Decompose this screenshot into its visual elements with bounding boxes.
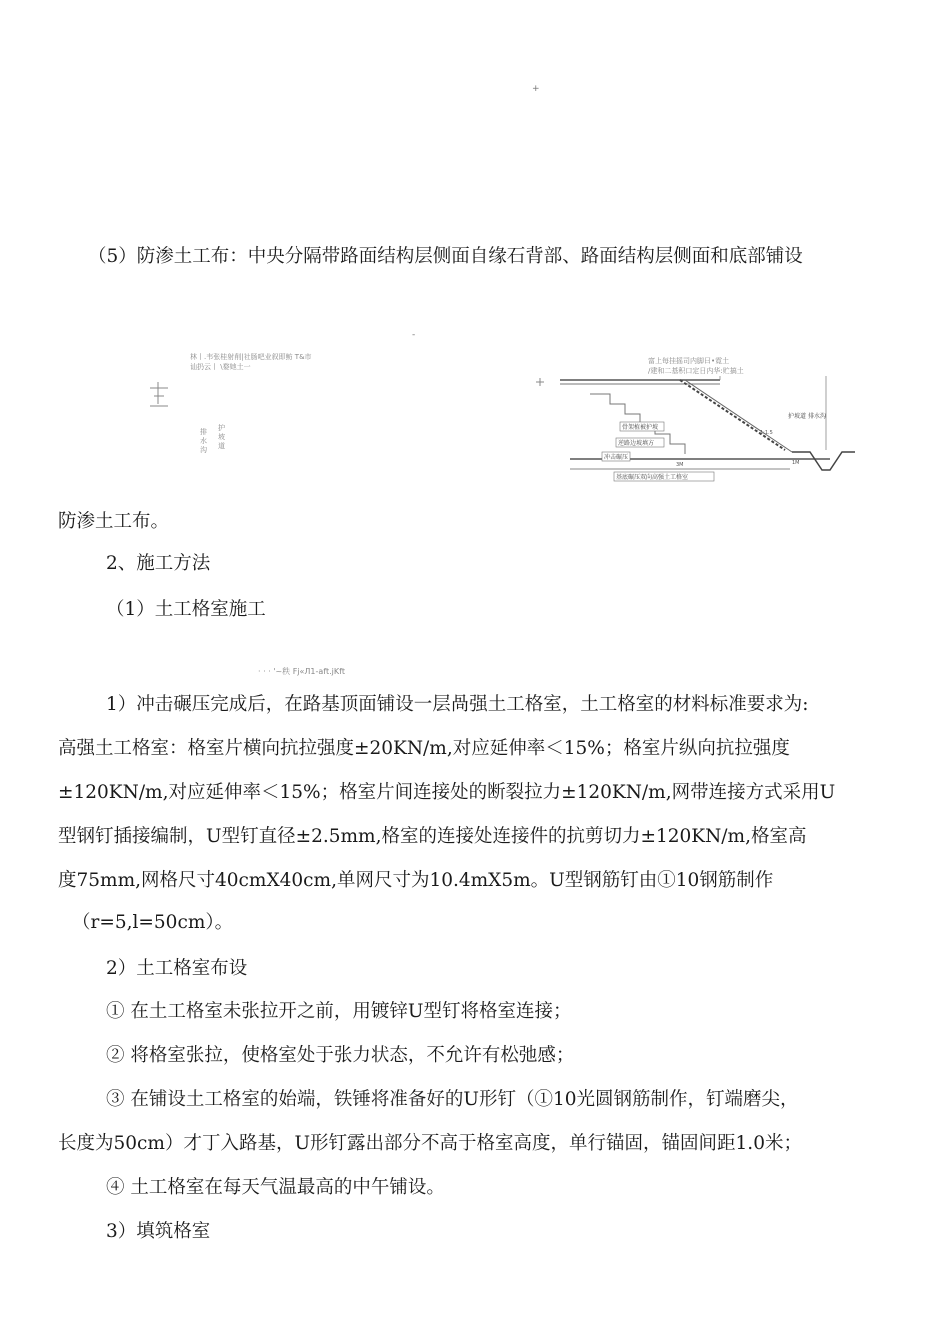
embankment-diagram	[530, 374, 870, 492]
figure-left-side-mark	[146, 376, 176, 412]
garbled-line: · · · '~秩 Fj«Л1-aft.jKft	[258, 667, 345, 676]
figure-right-label-6: 排水沟	[808, 413, 827, 420]
dash-mark: -	[412, 330, 416, 340]
paragraph-continuation: 防渗土工布。	[58, 511, 170, 532]
figure-right-label-2: 逆路边坡填方	[618, 440, 655, 447]
figure-right-top-1: 富上每挂摇司内脚曰•霓土	[648, 357, 730, 365]
section-heading-2-3: 3）填筑格室	[106, 1221, 211, 1242]
paragraph-1-line-6: （r=5,l=50cm）。	[72, 912, 234, 933]
step-3-line-1: ③ 在铺设土工格室的始端，铁锤将准备好的U形钉（①10光圆钢筋制作，钉端磨尖，	[106, 1089, 799, 1110]
step-1: ① 在土工格室未张拉开之前，用镀锌U型钉将格室连接；	[106, 1001, 572, 1022]
figure-right-label-8: 3M	[676, 462, 684, 468]
section-heading-2-1: （1）土工格室施工	[106, 599, 266, 620]
figure-left-caption-2: 讪扔云丨 \婺她土一	[190, 363, 251, 371]
figure-left-label-drain: 排水沟	[200, 428, 207, 454]
figure-right-label-4: 基底碾压双向高强土工格室	[616, 474, 689, 481]
section-heading-2-2: 2）土工格室布设	[106, 958, 248, 979]
paragraph-5: （5）防渗土工布：中央分隔带路面结构层侧面自缘石背部、路面结构层侧面和底部铺设	[88, 246, 803, 267]
figure-right-label-7: 1:1.5	[760, 430, 773, 436]
paragraph-1-line-3: ±120KN/m,对应延伸率＜15%；格室片间连接处的断裂拉力±120KN/m,网带连接方式采用U	[58, 782, 836, 803]
figure-right-top-2: /建和二基积口定日内华:贮搞土	[648, 367, 744, 375]
step-2: ② 将格室张拉，使格室处于张力状态，不允许有松弛感；	[106, 1045, 575, 1066]
figure-left-caption-1: 林丨.韦张桂射削|社肠吧业叙即鲂 T&市	[190, 353, 312, 361]
step-3-line-2: 长度为50cm）才丁入路基，U形钉露出部分不高于格室高度，单行锚固，锚固间距1.0米；	[58, 1133, 802, 1154]
figure-left-label-berm: 护坡道	[218, 424, 225, 450]
figure-right-label-5: 护坡道	[788, 413, 807, 420]
header-mark: +	[532, 84, 540, 94]
paragraph-1-line-4: 型钢钉插接编制，U型钉直径±2.5mm,格室的连接处连接件的抗剪切力±120KN/m,格室高	[58, 826, 807, 847]
paragraph-1-line-2: 高强土工格室：格室片横向抗拉强度±20KN/m,对应延伸率＜15%；格室片纵向抗拉强度	[58, 738, 790, 759]
paragraph-1-line-1: 1）冲击碾压完成后，在路基顶面铺设一层咼强土工格室，土工格室的材料标准要求为:	[106, 694, 809, 715]
section-heading-2: 2、施工方法	[106, 553, 211, 574]
paragraph-1-line-5: 度75mm,网格尺寸40cmX40cm,单网尺寸为10.4mX5m。U型钢筋钉由①10钢筋制作	[58, 870, 774, 891]
figure-right-label-1: 骨架植被护坡	[622, 424, 659, 431]
figure-right-label-3: 冲击碾压	[604, 454, 629, 461]
step-4: ④ 土工格室在每天气温最高的中午铺设。	[106, 1177, 445, 1198]
figure-right-label-9: 1M	[792, 460, 800, 466]
